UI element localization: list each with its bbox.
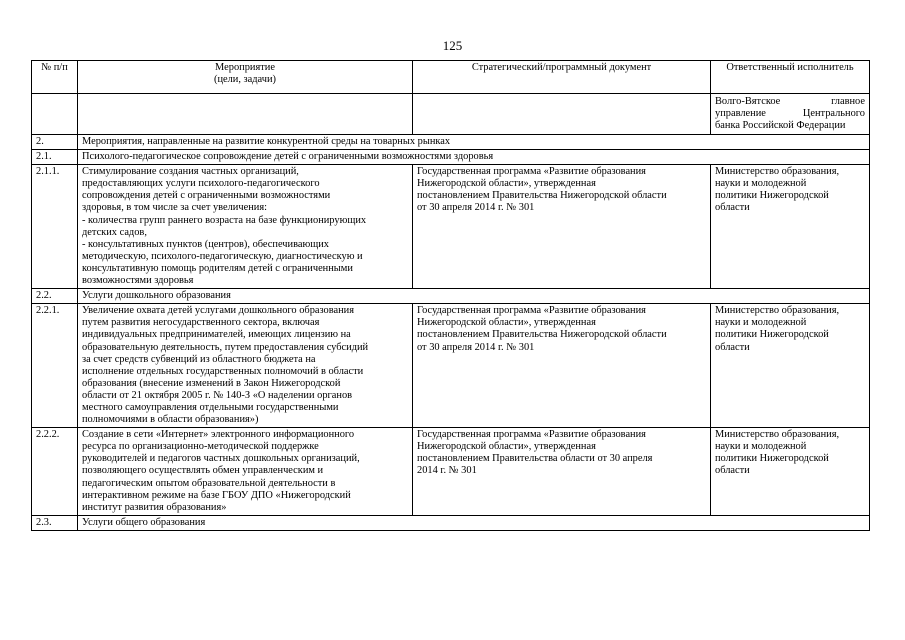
responsible-line: банка Российской Федерации	[715, 120, 846, 132]
table-row-2-2-1	[32, 304, 870, 428]
section-row-2	[32, 135, 870, 150]
table-row-2-1-1	[32, 165, 870, 289]
cell-responsible	[711, 94, 870, 135]
event-line: местного самоуправления отдельными государственными	[82, 401, 339, 413]
event-line: индивидуальных предпринимателей, имеющих лицензию на	[82, 329, 351, 341]
event-line: институт развития образования»	[82, 501, 227, 513]
document-line: постановлением Правительства Нижегородской области	[417, 329, 667, 341]
responsible-line: Министерство образования,	[715, 305, 840, 317]
responsible-line: политики Нижегородской	[715, 329, 829, 341]
document-line: от 30 апреля 2014 г. № 301	[417, 202, 535, 214]
header-num: № п/п	[32, 61, 78, 94]
document-line: Государственная программа «Развитие образования	[417, 429, 646, 441]
event-line: педагогическим опытом образовательной деятельности в	[82, 477, 336, 489]
document-line: от 30 апреля 2014 г. № 301	[417, 341, 535, 353]
event-line: возможностями здоровья	[82, 275, 194, 287]
table-header-row	[32, 61, 870, 94]
responsible-line: науки и молодежной	[715, 441, 807, 453]
section-title: Психолого-педагогическое сопровождение детей с ограниченными возможностями здоровья	[78, 150, 870, 165]
responsible-word: главное	[831, 96, 865, 107]
row-num: 2.2.2.	[32, 428, 78, 516]
row-responsible	[711, 165, 870, 289]
section-title: Услуги общего образования	[78, 515, 870, 530]
event-line: предоставляющих услуги психолого-педагогического	[82, 178, 320, 190]
section-title: Услуги дошкольного образования	[78, 289, 870, 304]
cell-document	[413, 94, 711, 135]
row-responsible	[711, 428, 870, 516]
responsible-line: области	[715, 202, 750, 214]
event-line: путем развития негосударственного сектора, включая	[82, 317, 320, 329]
event-line: здоровья, в том числе за счет увеличения:	[82, 202, 267, 214]
responsible-word: управление	[715, 108, 766, 120]
document-line: 2014 г. № 301	[417, 465, 477, 477]
event-line: консультативную помощь родителям детей с ограниченными	[82, 262, 353, 274]
responsible-line	[715, 96, 865, 108]
event-line: образования (внесение изменений в Закон Нижегородской	[82, 377, 341, 389]
responsible-line: области	[715, 465, 750, 477]
section-title: Мероприятия, направленные на развитие конкурентной среды на товарных рынках	[78, 135, 870, 150]
event-line: детских садов,	[82, 226, 147, 238]
row-num: 2.2.1.	[32, 304, 78, 428]
section-row-2-2	[32, 289, 870, 304]
event-line: интерактивном режиме на базе ГБОУ ДПО «Нижегородский	[82, 489, 351, 501]
event-line: полномочиями в области образования»)	[82, 414, 259, 426]
responsible-line	[715, 108, 865, 120]
section-row-2-3	[32, 515, 870, 530]
event-line: Создание в сети «Интернет» электронного информационного	[82, 429, 355, 441]
document-line: постановлением Правительства области от 30 апреля	[417, 453, 653, 465]
event-line: руководителей и педагогов частных дошкольных организаций,	[82, 453, 360, 465]
page-number: 125	[442, 38, 463, 53]
section-num: 2.	[32, 135, 78, 150]
row-event	[78, 165, 413, 289]
row-num: 2.1.1.	[32, 165, 78, 289]
event-line: Увеличение охвата детей услугами дошкольного образования	[82, 305, 355, 317]
table-row-2-2-2	[32, 428, 870, 516]
row-document	[413, 304, 711, 428]
event-line: - количества групп раннего возраста на базе функционирующих	[82, 214, 367, 226]
header-document: Стратегический/программный документ	[413, 61, 711, 94]
section-num: 2.1.	[32, 150, 78, 165]
header-event-line2: (цели, задачи)	[213, 74, 277, 86]
responsible-line: политики Нижегородской	[715, 453, 829, 465]
cell-event	[78, 94, 413, 135]
responsible-line: Министерство образования,	[715, 166, 840, 178]
measures-table	[31, 60, 870, 531]
responsible-line: науки и молодежной	[715, 178, 807, 190]
event-line: образовательную деятельность, путем предоставления субсидий	[82, 341, 369, 353]
responsible-line: области	[715, 341, 750, 353]
event-line: исполнение отдельных государственных полномочий в области	[82, 365, 364, 377]
table-row-continuation	[32, 94, 870, 135]
responsible-line: Министерство образования,	[715, 429, 840, 441]
event-line: Стимулирование создания частных организаций,	[82, 166, 299, 178]
cell-num	[32, 94, 78, 135]
event-line: сопровождения детей с ограниченными возможностями	[82, 190, 331, 202]
event-line: методическую, психолого-педагогическую, диагностическую и	[82, 250, 363, 262]
document-line: постановлением Правительства Нижегородской области	[417, 190, 667, 202]
row-responsible	[711, 304, 870, 428]
responsible-word: Волго-Вятское	[715, 96, 781, 107]
event-line: области от 21 октября 2005 г. № 140-З «О наделении органов	[82, 389, 353, 401]
section-num: 2.3.	[32, 515, 78, 530]
row-document	[413, 165, 711, 289]
row-event	[78, 304, 413, 428]
document-line: Нижегородской области», утвержденная	[417, 178, 596, 190]
section-row-2-1	[32, 150, 870, 165]
section-num: 2.2.	[32, 289, 78, 304]
responsible-line: науки и молодежной	[715, 317, 807, 329]
responsible-word: Центрального	[802, 108, 865, 120]
document-line: Государственная программа «Развитие образования	[417, 166, 646, 178]
document-line: Государственная программа «Развитие образования	[417, 305, 646, 317]
event-line: позволяющего осуществлять обмен управленческим и	[82, 465, 324, 477]
responsible-line: политики Нижегородской	[715, 190, 829, 202]
row-event	[78, 428, 413, 516]
document-line: Нижегородской области», утвержденная	[417, 441, 596, 453]
document-line: Нижегородской области», утвержденная	[417, 317, 596, 329]
event-line: за счет средств субвенций из областного бюджета на	[82, 353, 316, 365]
header-responsible: Ответственный исполнитель	[711, 61, 870, 94]
header-event	[78, 61, 413, 94]
row-document	[413, 428, 711, 516]
header-event-line1: Мероприятие	[215, 62, 275, 73]
event-line: ресурса по организационно-методической поддержке	[82, 441, 319, 453]
event-line: - консультативных пунктов (центров), обеспечивающих	[82, 238, 329, 250]
